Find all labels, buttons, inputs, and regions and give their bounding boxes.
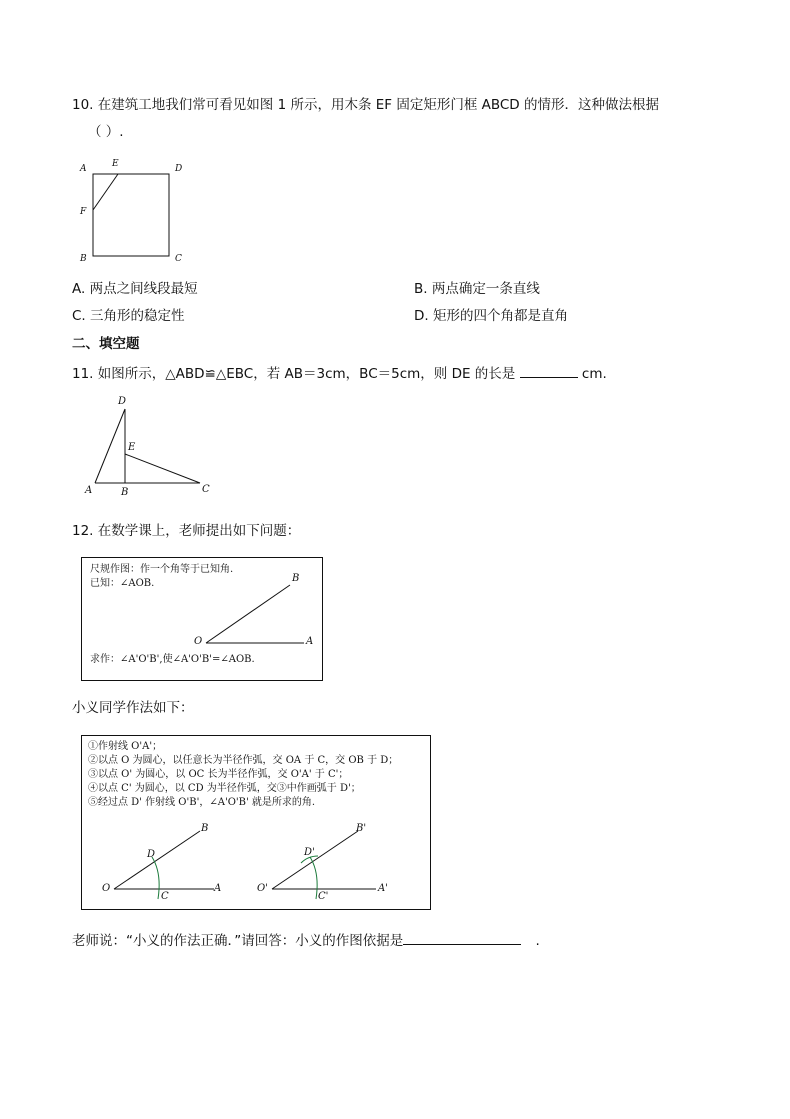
- right-label-d: D': [304, 847, 315, 858]
- option-key: C.: [72, 308, 86, 324]
- left-arc: [152, 857, 159, 899]
- q10-option-d[interactable]: [414, 307, 568, 325]
- method-intro: 小义同学作法如下：: [72, 700, 194, 716]
- right-label-o: O': [257, 883, 268, 894]
- problem-line-3: 求作：∠A'O'B',使∠A'O'B'=∠AOB.: [90, 654, 255, 665]
- q10-paren: （ ）.: [88, 124, 124, 140]
- right-label-a: A': [378, 883, 388, 894]
- segment-ad: [95, 409, 125, 483]
- ray-ob: [206, 585, 290, 643]
- teacher-line: [72, 930, 540, 950]
- q11-unit: cm.: [581, 366, 607, 382]
- q10-option-c[interactable]: [72, 307, 185, 325]
- q10-stem-line: [72, 96, 659, 114]
- step-2: ②以点 O 为圆心，以任意长为半径作弧，交 OA 于 C，交 OB 于 D；: [88, 755, 399, 766]
- q11-figure-svg: [76, 392, 216, 502]
- label-d: D: [175, 164, 183, 174]
- teacher-text: 老师说：“小义的作法正确．”请回答：小义的作图依据是: [72, 933, 404, 949]
- step-3: ③以点 O' 为圆心，以 OC 长为半径作弧，交 O'A' 于 C'；: [88, 769, 349, 780]
- q11-stem: 如图所示，△ABD≌△EBC，若 AB＝3cm，BC＝5cm，则 DE 的长是: [97, 366, 516, 382]
- q12-stem-line: [72, 522, 300, 540]
- q10-option-a[interactable]: [72, 280, 198, 298]
- section-title: 二、填空题: [72, 336, 140, 352]
- q10-stem: 在建筑工地我们常可看见如图 1 所示，用木条 EF 固定矩形门框 ABCD 的情形．这种做法根据: [97, 97, 659, 113]
- right-arc: [310, 857, 317, 899]
- problem-line-1: 尺规作图：作一个角等于已知角.: [90, 564, 234, 575]
- label-o: O: [194, 636, 203, 647]
- option-key: D.: [414, 308, 429, 324]
- label-f: F: [80, 207, 87, 217]
- right-ray-ob: [272, 831, 358, 889]
- label-b: B: [121, 487, 129, 498]
- label-b: B: [292, 573, 300, 584]
- option-text: 矩形的四个角都是直角: [432, 308, 568, 324]
- step-4: ④以点 C' 为圆心，以 CD 为半径作弧，交③中作画弧于 D'；: [88, 783, 361, 794]
- label-c: C: [202, 484, 210, 495]
- option-key: A.: [72, 281, 86, 297]
- label-a: A: [85, 485, 93, 496]
- left-label-o: O: [102, 883, 111, 894]
- q10-option-b[interactable]: [414, 280, 540, 298]
- left-label-b: B: [201, 823, 209, 834]
- problem-line-2: 已知：∠AOB.: [90, 578, 155, 589]
- brace-ef: [93, 174, 118, 210]
- end-mark: .: [535, 933, 540, 949]
- option-text: 两点之间线段最短: [89, 281, 198, 297]
- option-text: 三角形的稳定性: [90, 308, 185, 324]
- q11-answer-blank[interactable]: [520, 363, 578, 378]
- step-1: ①作射线 O'A'；: [88, 741, 163, 752]
- option-key: B.: [414, 281, 428, 297]
- q12-stem: 在数学课上，老师提出如下问题：: [97, 523, 301, 539]
- segment-ec: [125, 454, 200, 483]
- right-label-c: C': [318, 891, 329, 902]
- left-label-c: C: [161, 891, 169, 902]
- q12-number: 12.: [72, 523, 94, 539]
- q10-number: 10.: [72, 97, 94, 113]
- q10-figure-svg: [72, 156, 192, 268]
- left-ray-ob: [114, 831, 200, 889]
- label-e: E: [112, 159, 119, 169]
- step-5: ⑤经过点 D' 作射线 O'B'，∠A'O'B' 就是所求的角.: [88, 797, 316, 808]
- q10-figure: [72, 156, 192, 268]
- label-a: A: [306, 636, 314, 647]
- method-box: [81, 735, 431, 910]
- q12-answer-blank[interactable]: [403, 930, 521, 945]
- q11-figure: [76, 392, 216, 502]
- q11-number: 11.: [72, 366, 94, 382]
- left-label-d: D: [147, 849, 156, 860]
- right-label-b: B': [356, 823, 367, 834]
- label-a: A: [80, 164, 87, 174]
- left-label-a: A: [214, 883, 222, 894]
- label-d: D: [118, 396, 127, 407]
- label-e: E: [128, 442, 136, 453]
- problem-box: [81, 557, 323, 681]
- option-text: 两点确定一条直线: [431, 281, 540, 297]
- q11-stem-line: [72, 363, 607, 383]
- door-frame-abcd: [93, 174, 169, 256]
- label-b: B: [80, 254, 87, 264]
- label-c: C: [175, 254, 182, 264]
